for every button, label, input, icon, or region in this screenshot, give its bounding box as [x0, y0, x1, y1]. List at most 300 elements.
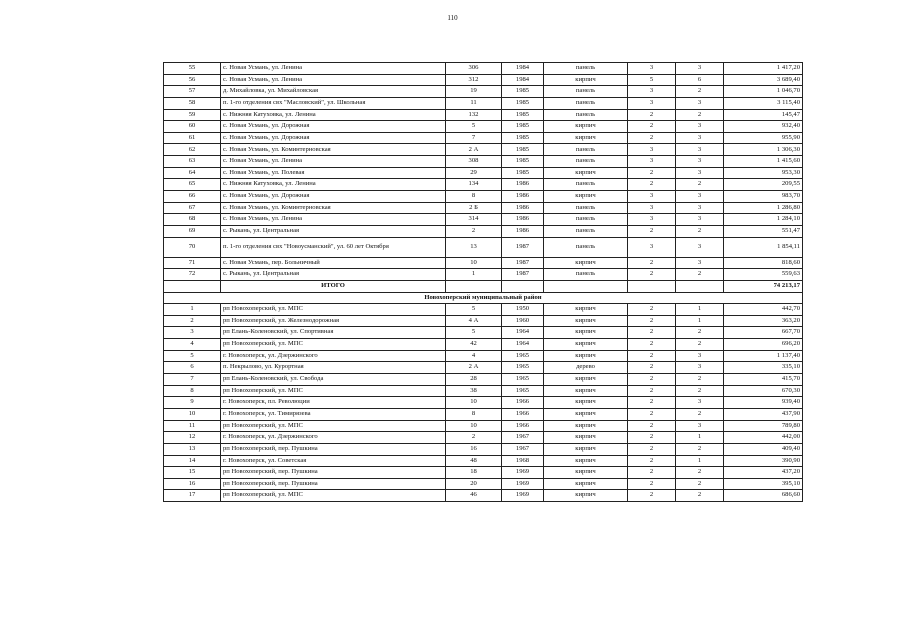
floors-cell: 2 [628, 327, 676, 339]
floors-cell: 2 [628, 490, 676, 502]
entrances-cell: 2 [676, 86, 724, 98]
house-number-cell: 20 [446, 478, 502, 490]
address-cell: с. Новая Усмань, ул. Дорожная [221, 132, 446, 144]
row-number-cell: 57 [164, 86, 221, 98]
address-cell: рп Новохоперский, ул. МПС [221, 385, 446, 397]
house-number-cell: 306 [446, 63, 502, 75]
row-number-cell: 3 [164, 327, 221, 339]
house-number-cell: 2 А [446, 144, 502, 156]
year-built-cell: 1965 [502, 350, 544, 362]
wall-material-cell: кирпич [544, 74, 628, 86]
area-cell: 559,63 [724, 269, 803, 281]
floors-cell: 2 [628, 225, 676, 237]
wall-material-cell: кирпич [544, 191, 628, 203]
address-cell: д. Михайловка, ул. Михайловская [221, 86, 446, 98]
house-number-cell: 10 [446, 420, 502, 432]
year-built-cell: 1966 [502, 397, 544, 409]
house-number-cell: 10 [446, 397, 502, 409]
house-number-cell: 48 [446, 455, 502, 467]
address-cell: рп Новохоперский, ул. МПС [221, 339, 446, 351]
house-number-cell: 134 [446, 179, 502, 191]
wall-material-cell: кирпич [544, 467, 628, 479]
address-cell: рп Новохоперский, ул. МПС [221, 490, 446, 502]
row-number-cell: 1 [164, 304, 221, 316]
row-number-cell: 6 [164, 362, 221, 374]
floors-cell: 2 [628, 478, 676, 490]
address-cell: п. 1-го отделения свх "Новоусманский", ул. 60 лет Октября [221, 237, 446, 257]
house-number-cell: 2 Б [446, 202, 502, 214]
year-built-cell: 1964 [502, 327, 544, 339]
house-number-cell: 2 [446, 432, 502, 444]
year-built-cell: 1965 [502, 362, 544, 374]
area-cell: 437,90 [724, 408, 803, 420]
address-cell: с. Новая Усмань, ул. Коминтерновская [221, 202, 446, 214]
table-row [164, 257, 803, 269]
entrances-cell: 2 [676, 179, 724, 191]
entrances-cell: 2 [676, 269, 724, 281]
table-row [164, 443, 803, 455]
house-number-cell: 2 А [446, 362, 502, 374]
entrances-cell: 3 [676, 191, 724, 203]
area-cell: 390,90 [724, 455, 803, 467]
row-number-cell: 61 [164, 132, 221, 144]
area-cell: 363,20 [724, 315, 803, 327]
table-row [164, 432, 803, 444]
year-built-cell: 1985 [502, 109, 544, 121]
wall-material-cell: панель [544, 63, 628, 75]
table-row [164, 191, 803, 203]
entrances-cell: 3 [676, 97, 724, 109]
table-row [164, 374, 803, 386]
house-number-cell: 308 [446, 156, 502, 168]
floors-cell: 3 [628, 144, 676, 156]
address-cell: п. 1-го отделения свх "Масловский", ул. Школьная [221, 97, 446, 109]
entrances-cell: 1 [676, 432, 724, 444]
floors-cell: 3 [628, 156, 676, 168]
table-row [164, 179, 803, 191]
row-number-cell: 60 [164, 121, 221, 133]
year-built-cell: 1985 [502, 144, 544, 156]
entrances-cell: 6 [676, 74, 724, 86]
wall-material-cell: панель [544, 269, 628, 281]
floors-cell: 2 [628, 167, 676, 179]
address-cell: с. Новая Усмань, ул. Ленина [221, 63, 446, 75]
wall-material-cell: кирпич [544, 327, 628, 339]
area-cell: 395,10 [724, 478, 803, 490]
wall-material-cell: панель [544, 202, 628, 214]
entrances-cell: 3 [676, 167, 724, 179]
area-cell: 442,00 [724, 432, 803, 444]
address-cell: рп Елань-Коленовский, ул. Спортивная [221, 327, 446, 339]
house-number-cell: 314 [446, 214, 502, 226]
table-row [164, 385, 803, 397]
entrances-cell: 3 [676, 214, 724, 226]
row-number-cell: 9 [164, 397, 221, 409]
entrances-cell: 2 [676, 339, 724, 351]
area-cell: 209,55 [724, 179, 803, 191]
entrances-cell: 3 [676, 202, 724, 214]
floors-cell: 2 [628, 397, 676, 409]
floors-cell: 2 [628, 362, 676, 374]
area-cell: 789,80 [724, 420, 803, 432]
floors-cell: 3 [628, 86, 676, 98]
area-cell: 1 046,70 [724, 86, 803, 98]
wall-material-cell: кирпич [544, 385, 628, 397]
district-title: Новохоперский муниципальный район [164, 292, 803, 304]
entrances-cell: 2 [676, 443, 724, 455]
table-row [164, 144, 803, 156]
entrances-cell: 2 [676, 327, 724, 339]
area-cell: 1 854,11 [724, 237, 803, 257]
area-cell: 335,10 [724, 362, 803, 374]
total-row [164, 280, 803, 292]
year-built-cell: 1986 [502, 179, 544, 191]
year-built-cell: 1985 [502, 132, 544, 144]
wall-material-cell: панель [544, 97, 628, 109]
wall-material-cell: кирпич [544, 167, 628, 179]
year-built-cell: 1986 [502, 202, 544, 214]
floors-cell: 2 [628, 121, 676, 133]
wall-material-cell: панель [544, 109, 628, 121]
total-label: ИТОГО [221, 280, 446, 292]
table-row [164, 339, 803, 351]
wall-material-cell: кирпич [544, 408, 628, 420]
address-cell: с. Новая Усмань, ул. Ленина [221, 156, 446, 168]
house-number-cell: 1 [446, 269, 502, 281]
address-cell: с. Новая Усмань, ул. Коминтерновская [221, 144, 446, 156]
wall-material-cell: кирпич [544, 443, 628, 455]
address-cell: п. Некрылово, ул. Курортная [221, 362, 446, 374]
floors-cell: 2 [628, 350, 676, 362]
house-number-cell: 312 [446, 74, 502, 86]
house-number-cell: 42 [446, 339, 502, 351]
house-number-cell: 132 [446, 109, 502, 121]
floors-cell: 2 [628, 420, 676, 432]
house-number-cell: 18 [446, 467, 502, 479]
row-number-cell: 65 [164, 179, 221, 191]
house-number-cell: 4 А [446, 315, 502, 327]
row-number-cell: 12 [164, 432, 221, 444]
row-number-cell: 67 [164, 202, 221, 214]
year-built-cell: 1950 [502, 304, 544, 316]
house-number-cell: 2 [446, 225, 502, 237]
area-cell: 3 115,40 [724, 97, 803, 109]
row-number-cell: 68 [164, 214, 221, 226]
house-number-cell: 38 [446, 385, 502, 397]
wall-material-cell: кирпич [544, 420, 628, 432]
row-number-cell: 71 [164, 257, 221, 269]
wall-material-cell: кирпич [544, 304, 628, 316]
house-number-cell: 8 [446, 191, 502, 203]
floors-cell: 2 [628, 315, 676, 327]
house-number-cell: 5 [446, 327, 502, 339]
wall-material-cell: дерево [544, 362, 628, 374]
year-built-cell: 1984 [502, 63, 544, 75]
wall-material-cell: кирпич [544, 132, 628, 144]
row-number-cell: 5 [164, 350, 221, 362]
year-built-cell: 1985 [502, 167, 544, 179]
area-cell: 145,47 [724, 109, 803, 121]
table-row [164, 408, 803, 420]
address-cell: г. Новохоперск, ул. Дзержинского [221, 350, 446, 362]
year-built-cell: 1987 [502, 257, 544, 269]
wall-material-cell: панель [544, 179, 628, 191]
entrances-cell: 3 [676, 121, 724, 133]
entrances-cell: 3 [676, 144, 724, 156]
address-cell: с. Новая Усмань, ул. Ленина [221, 74, 446, 86]
wall-material-cell: кирпич [544, 350, 628, 362]
floors-cell: 3 [628, 202, 676, 214]
row-number-cell: 62 [164, 144, 221, 156]
entrances-cell: 3 [676, 132, 724, 144]
area-cell: 932,40 [724, 121, 803, 133]
address-cell: г. Новохоперск, ул. Дзержинского [221, 432, 446, 444]
year-built-cell: 1986 [502, 214, 544, 226]
row-number-cell: 69 [164, 225, 221, 237]
wall-material-cell: кирпич [544, 315, 628, 327]
year-built-cell: 1960 [502, 315, 544, 327]
entrances-cell: 2 [676, 408, 724, 420]
area-cell: 1 286,80 [724, 202, 803, 214]
year-built-cell: 1986 [502, 225, 544, 237]
address-cell: рп Новохоперский, ул. МПС [221, 420, 446, 432]
address-cell: рп Елань-Коленовский, ул. Свобода [221, 374, 446, 386]
total-area: 74 213,17 [724, 280, 803, 292]
address-cell: г. Новохоперск, ул. Тимирязева [221, 408, 446, 420]
area-cell: 551,47 [724, 225, 803, 237]
floors-cell: 2 [628, 339, 676, 351]
area-cell: 1 137,40 [724, 350, 803, 362]
house-number-cell: 11 [446, 97, 502, 109]
table-row [164, 202, 803, 214]
table-row [164, 86, 803, 98]
year-built-cell: 1964 [502, 339, 544, 351]
entrances-cell: 3 [676, 237, 724, 257]
floors-cell: 2 [628, 179, 676, 191]
address-cell: с. Рыкань, ул. Центральная [221, 225, 446, 237]
total-empty-cell [164, 280, 221, 292]
total-empty-cell [502, 280, 544, 292]
table-row [164, 167, 803, 179]
row-number-cell: 11 [164, 420, 221, 432]
house-number-cell: 28 [446, 374, 502, 386]
address-cell: рп Новохоперский, пер. Пушкина [221, 443, 446, 455]
area-cell: 3 689,40 [724, 74, 803, 86]
row-number-cell: 4 [164, 339, 221, 351]
floors-cell: 2 [628, 455, 676, 467]
year-built-cell: 1966 [502, 408, 544, 420]
table-row [164, 237, 803, 257]
floors-cell: 3 [628, 97, 676, 109]
year-built-cell: 1965 [502, 385, 544, 397]
area-cell: 983,70 [724, 191, 803, 203]
total-empty-cell [446, 280, 502, 292]
year-built-cell: 1969 [502, 478, 544, 490]
floors-cell: 2 [628, 269, 676, 281]
entrances-cell: 2 [676, 374, 724, 386]
floors-cell: 2 [628, 408, 676, 420]
house-number-cell: 46 [446, 490, 502, 502]
floors-cell: 3 [628, 237, 676, 257]
wall-material-cell: панель [544, 86, 628, 98]
floors-cell: 2 [628, 257, 676, 269]
entrances-cell: 3 [676, 397, 724, 409]
address-cell: с. Новая Усмань, ул. Полевая [221, 167, 446, 179]
entrances-cell: 1 [676, 455, 724, 467]
housing-table [163, 62, 803, 502]
wall-material-cell: кирпич [544, 432, 628, 444]
year-built-cell: 1966 [502, 420, 544, 432]
table-row [164, 467, 803, 479]
area-cell: 1 306,30 [724, 144, 803, 156]
row-number-cell: 72 [164, 269, 221, 281]
row-number-cell: 8 [164, 385, 221, 397]
area-cell: 696,20 [724, 339, 803, 351]
house-number-cell: 8 [446, 408, 502, 420]
entrances-cell: 3 [676, 156, 724, 168]
row-number-cell: 16 [164, 478, 221, 490]
address-cell: рп Новохоперский, пер. Пушкина [221, 467, 446, 479]
address-cell: с. Новая Усмань, ул. Дорожная [221, 121, 446, 133]
year-built-cell: 1984 [502, 74, 544, 86]
year-built-cell: 1987 [502, 269, 544, 281]
wall-material-cell: кирпич [544, 374, 628, 386]
row-number-cell: 70 [164, 237, 221, 257]
address-cell: г. Новохоперск, ул. Советская [221, 455, 446, 467]
table-row [164, 304, 803, 316]
wall-material-cell: панель [544, 237, 628, 257]
area-cell: 437,20 [724, 467, 803, 479]
house-number-cell: 13 [446, 237, 502, 257]
wall-material-cell: кирпич [544, 121, 628, 133]
row-number-cell: 63 [164, 156, 221, 168]
wall-material-cell: панель [544, 144, 628, 156]
row-number-cell: 14 [164, 455, 221, 467]
row-number-cell: 59 [164, 109, 221, 121]
address-cell: рп Новохоперский, ул. Железнодорожная [221, 315, 446, 327]
entrances-cell: 3 [676, 63, 724, 75]
wall-material-cell: панель [544, 214, 628, 226]
entrances-cell: 3 [676, 420, 724, 432]
floors-cell: 2 [628, 385, 676, 397]
year-built-cell: 1967 [502, 443, 544, 455]
entrances-cell: 2 [676, 467, 724, 479]
wall-material-cell: кирпич [544, 490, 628, 502]
entrances-cell: 2 [676, 385, 724, 397]
floors-cell: 2 [628, 432, 676, 444]
table-row [164, 214, 803, 226]
year-built-cell: 1968 [502, 455, 544, 467]
area-cell: 1 415,60 [724, 156, 803, 168]
year-built-cell: 1985 [502, 86, 544, 98]
row-number-cell: 58 [164, 97, 221, 109]
house-number-cell: 16 [446, 443, 502, 455]
floors-cell: 3 [628, 191, 676, 203]
area-cell: 670,30 [724, 385, 803, 397]
house-number-cell: 5 [446, 304, 502, 316]
floors-cell: 5 [628, 74, 676, 86]
table-row [164, 350, 803, 362]
year-built-cell: 1969 [502, 490, 544, 502]
table-row [164, 478, 803, 490]
row-number-cell: 7 [164, 374, 221, 386]
house-number-cell: 19 [446, 86, 502, 98]
house-number-cell: 29 [446, 167, 502, 179]
house-number-cell: 7 [446, 132, 502, 144]
house-number-cell: 5 [446, 121, 502, 133]
table-row [164, 132, 803, 144]
row-number-cell: 66 [164, 191, 221, 203]
area-cell: 415,70 [724, 374, 803, 386]
table-row [164, 490, 803, 502]
entrances-cell: 3 [676, 362, 724, 374]
floors-cell: 2 [628, 467, 676, 479]
entrances-cell: 1 [676, 315, 724, 327]
wall-material-cell: кирпич [544, 455, 628, 467]
area-cell: 818,60 [724, 257, 803, 269]
address-cell: с. Нижняя Катуховка, ул. Ленина [221, 109, 446, 121]
address-cell: г. Новохоперск, пл. Революции [221, 397, 446, 409]
table-row [164, 269, 803, 281]
house-number-cell: 10 [446, 257, 502, 269]
entrances-cell: 2 [676, 490, 724, 502]
row-number-cell: 13 [164, 443, 221, 455]
address-cell: с. Новая Усмань, ул. Ленина [221, 214, 446, 226]
floors-cell: 2 [628, 304, 676, 316]
table-row [164, 327, 803, 339]
row-number-cell: 64 [164, 167, 221, 179]
row-number-cell: 15 [164, 467, 221, 479]
year-built-cell: 1969 [502, 467, 544, 479]
table-row [164, 455, 803, 467]
floors-cell: 2 [628, 443, 676, 455]
area-cell: 1 417,20 [724, 63, 803, 75]
area-cell: 953,30 [724, 167, 803, 179]
page-number: 110 [447, 14, 458, 22]
table-row [164, 109, 803, 121]
table-row [164, 97, 803, 109]
area-cell: 667,70 [724, 327, 803, 339]
row-number-cell: 56 [164, 74, 221, 86]
house-number-cell: 4 [446, 350, 502, 362]
table-row [164, 397, 803, 409]
wall-material-cell: панель [544, 225, 628, 237]
year-built-cell: 1985 [502, 97, 544, 109]
entrances-cell: 1 [676, 304, 724, 316]
area-cell: 686,60 [724, 490, 803, 502]
area-cell: 409,40 [724, 443, 803, 455]
area-cell: 955,90 [724, 132, 803, 144]
year-built-cell: 1967 [502, 432, 544, 444]
entrances-cell: 2 [676, 109, 724, 121]
year-built-cell: 1985 [502, 121, 544, 133]
table-row [164, 74, 803, 86]
row-number-cell: 10 [164, 408, 221, 420]
district-header-row [164, 292, 803, 304]
row-number-cell: 55 [164, 63, 221, 75]
wall-material-cell: кирпич [544, 397, 628, 409]
table-body [164, 63, 803, 502]
floors-cell: 2 [628, 109, 676, 121]
total-empty-cell [628, 280, 676, 292]
row-number-cell: 17 [164, 490, 221, 502]
entrances-cell: 3 [676, 350, 724, 362]
area-cell: 939,40 [724, 397, 803, 409]
table-row [164, 63, 803, 75]
floors-cell: 3 [628, 214, 676, 226]
total-empty-cell [676, 280, 724, 292]
table-row [164, 362, 803, 374]
